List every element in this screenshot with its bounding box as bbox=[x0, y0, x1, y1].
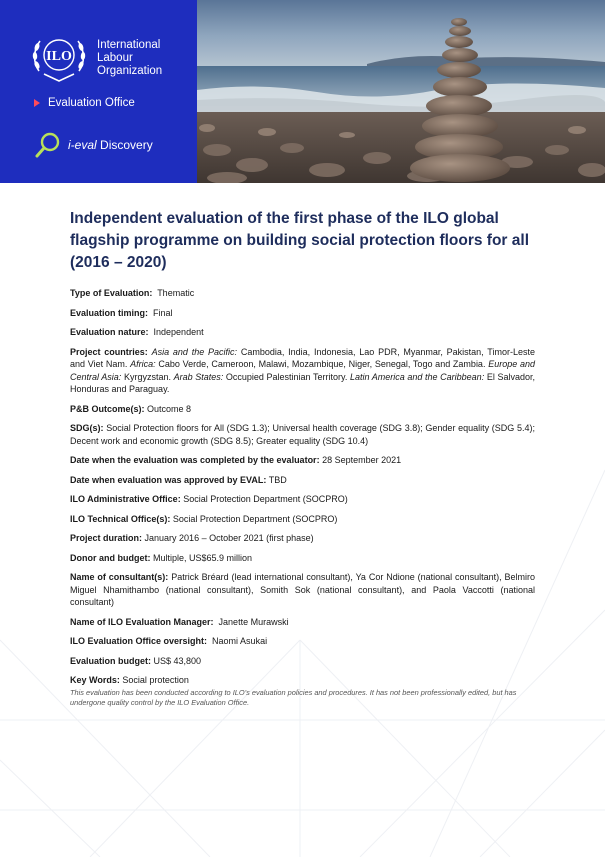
field-donor: Donor and budget: Multiple, US$65.9 million bbox=[70, 552, 253, 563]
document-content bbox=[70, 208, 535, 708]
cover-photo bbox=[197, 0, 605, 183]
field-countries: Project countries: Asia and the Pacific: Cambodia, India, Indonesia, Lao PDR, Myanmar, Pakistan, Timor-Leste and Viet Nam. Africa: Cabo Verde, Cameroon, Malawi, Mozambique, Niger, Senegal, Togo and Zambia. Europe and Central Asia: Kyrgyzstan. Arab States: Occupied Palestinian Territory. Latin America and the Caribbean: El Salvador, Honduras and Paraguay. bbox=[70, 346, 535, 394]
org-name-line-2: Labour bbox=[97, 52, 133, 64]
field-sdgs: SDG(s): Social Protection floors for All (SDG 1.3); Universal health coverage (SDG 3.8); Gender equality (SDG 5.4); Decent work and economic growth (SDG 8.5); Greater equality (SDG 10.4) bbox=[70, 423, 535, 446]
emblem-text: ILO bbox=[46, 49, 72, 64]
field-keywords: Key Words: Social protection bbox=[70, 675, 189, 685]
field-type: Type of Evaluation: Thematic bbox=[70, 288, 195, 298]
field-tech-office: ILO Technical Office(s): Social Protection Department (SOCPRO) bbox=[70, 513, 338, 524]
evaluation-office-link[interactable] bbox=[34, 97, 135, 109]
header-panel bbox=[0, 0, 197, 183]
arrow-right-icon bbox=[34, 99, 40, 107]
field-duration: Project duration: January 2016 – October 2021 (first phase) bbox=[70, 533, 314, 543]
discovery-suffix: Discovery bbox=[96, 138, 153, 152]
document-title: Independent evaluation of the first phase of the ILO global flagship programme on building social protection floors for all (2016 – 2020) bbox=[70, 210, 530, 271]
field-approved: Date when evaluation was approved by EVAL: TBD bbox=[70, 474, 287, 485]
field-budget: Evaluation budget: US$ 43,800 bbox=[70, 655, 202, 666]
field-nature: Evaluation nature: Independent bbox=[70, 327, 204, 337]
discovery-label bbox=[68, 138, 153, 152]
org-name-line-3: Organization bbox=[97, 65, 163, 77]
field-timing: Evaluation timing: Final bbox=[70, 307, 173, 318]
magnifier-icon bbox=[34, 131, 62, 159]
field-outcome: P&B Outcome(s): Outcome 8 bbox=[70, 403, 192, 414]
ilo-emblem-icon bbox=[30, 28, 88, 86]
org-name-line-1: International bbox=[97, 39, 161, 51]
evaluation-office-label: Evaluation Office bbox=[48, 97, 135, 109]
field-consultants: Name of consultant(s): Patrick Bréard (lead international consultant), Ya Cor Ndione (national consultant), Belmiro Miguel Nhamithambo (national consultant), Somith Sok (national consultant), and Paola Vaccotti (national consultant) bbox=[70, 572, 535, 607]
field-admin-office: ILO Administrative Office: Social Protection Department (SOCPRO) bbox=[70, 494, 348, 504]
field-manager: Name of ILO Evaluation Manager: Janette Murawski bbox=[70, 616, 289, 627]
discovery-prefix: i-eval bbox=[68, 138, 97, 152]
disclaimer: This evaluation has been conducted according to ILO’s evaluation policies and procedures. It has not been professionally edited, but has undergone quality control by the ILO Evaluation Office. bbox=[70, 687, 517, 707]
ieval-discovery-link[interactable] bbox=[34, 131, 153, 159]
field-oversight: ILO Evaluation Office oversight: Naomi Asukai bbox=[70, 636, 268, 646]
field-completed: Date when the evaluation was completed by the evaluator: 28 September 2021 bbox=[70, 455, 402, 465]
